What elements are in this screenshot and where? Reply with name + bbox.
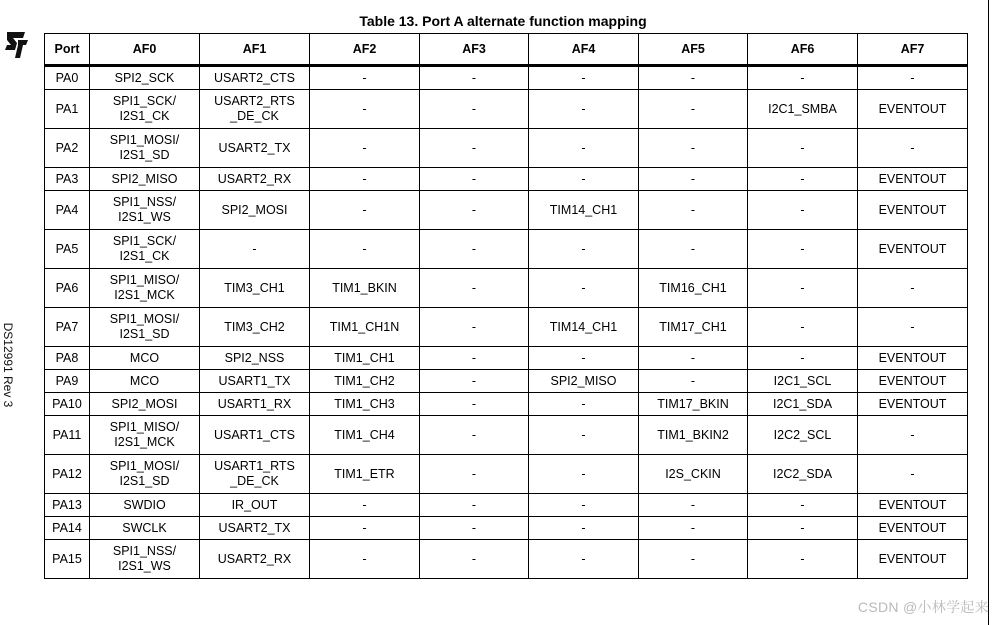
af0-cell: SPI1_SCK/ I2S1_CK [90,230,200,269]
af3-cell: - [420,191,529,230]
af7-cell: - [858,455,968,494]
header-af0: AF0 [90,34,200,66]
af5-cell: TIM16_CH1 [639,269,748,308]
page-margin-rule [988,0,989,625]
af6-cell: - [748,347,858,370]
af4-cell: - [529,168,639,191]
af6-cell: I2C1_SMBA [748,90,858,129]
af3-cell: - [420,370,529,393]
port-cell: PA4 [45,191,90,230]
af6-cell: - [748,168,858,191]
af7-cell: - [858,416,968,455]
af1-cell: TIM3_CH1 [200,269,310,308]
port-cell: PA14 [45,517,90,540]
af3-cell: - [420,269,529,308]
af4-cell: - [529,230,639,269]
header-af5: AF5 [639,34,748,66]
port-cell: PA10 [45,393,90,416]
af1-cell: USART2_RTS _DE_CK [200,90,310,129]
af7-cell: EVENTOUT [858,540,968,579]
af0-cell: SPI2_SCK [90,66,200,90]
af7-cell: - [858,308,968,347]
af7-cell: EVENTOUT [858,494,968,517]
port-cell: PA6 [45,269,90,308]
table-row [45,416,968,455]
af5-cell: - [639,370,748,393]
af3-cell: - [420,230,529,269]
port-cell: PA2 [45,129,90,168]
table-body [45,66,968,579]
af2-cell: - [310,517,420,540]
af3-cell: - [420,308,529,347]
table-row [45,230,968,269]
st-logo-icon [3,26,29,62]
af3-cell: - [420,455,529,494]
port-cell: PA15 [45,540,90,579]
af4-cell: TIM14_CH1 [529,308,639,347]
af7-cell: EVENTOUT [858,370,968,393]
af2-cell: - [310,191,420,230]
table-row [45,191,968,230]
af2-cell: TIM1_CH2 [310,370,420,393]
af1-cell: TIM3_CH2 [200,308,310,347]
af6-cell: - [748,308,858,347]
af0-cell: SPI1_MOSI/ I2S1_SD [90,308,200,347]
af5-cell: - [639,494,748,517]
af1-cell: - [200,230,310,269]
af3-cell: - [420,168,529,191]
header-af3: AF3 [420,34,529,66]
af0-cell: SPI2_MOSI [90,393,200,416]
af3-cell: - [420,540,529,579]
af1-cell: USART1_RX [200,393,310,416]
af7-cell: - [858,66,968,90]
af0-cell: SWDIO [90,494,200,517]
af4-cell: - [529,540,639,579]
af0-cell: SPI2_MISO [90,168,200,191]
table-title: Table 13. Port A alternate function mapping [359,13,647,29]
af3-cell: - [420,494,529,517]
af2-cell: - [310,129,420,168]
af0-cell: MCO [90,370,200,393]
table-row [45,66,968,90]
af3-cell: - [420,129,529,168]
af3-cell: - [420,90,529,129]
af6-cell: - [748,230,858,269]
af0-cell: SPI1_MOSI/ I2S1_SD [90,455,200,494]
af6-cell: - [748,191,858,230]
af1-cell: USART2_RX [200,540,310,579]
af0-cell: SPI1_NSS/ I2S1_WS [90,191,200,230]
af2-cell: - [310,66,420,90]
af7-cell: EVENTOUT [858,517,968,540]
af7-cell: EVENTOUT [858,393,968,416]
port-cell: PA7 [45,308,90,347]
port-cell: PA12 [45,455,90,494]
af7-cell: - [858,129,968,168]
af5-cell: TIM17_CH1 [639,308,748,347]
af1-cell: IR_OUT [200,494,310,517]
af1-cell: USART1_RTS _DE_CK [200,455,310,494]
af4-cell: - [529,494,639,517]
af2-cell: TIM1_CH3 [310,393,420,416]
af2-cell: TIM1_CH1 [310,347,420,370]
port-cell: PA11 [45,416,90,455]
table-row [45,269,968,308]
af0-cell: SWCLK [90,517,200,540]
af4-cell: - [529,66,639,90]
af2-cell: TIM1_CH1N [310,308,420,347]
af6-cell: I2C2_SDA [748,455,858,494]
af2-cell: TIM1_CH4 [310,416,420,455]
table-row [45,308,968,347]
header-port: Port [45,34,90,66]
af5-cell: TIM1_BKIN2 [639,416,748,455]
af1-cell: USART2_CTS [200,66,310,90]
af3-cell: - [420,416,529,455]
af0-cell: SPI1_MOSI/ I2S1_SD [90,129,200,168]
port-cell: PA13 [45,494,90,517]
af7-cell: - [858,269,968,308]
af1-cell: USART1_TX [200,370,310,393]
af5-cell: - [639,129,748,168]
af1-cell: USART1_CTS [200,416,310,455]
af5-cell: - [639,168,748,191]
table-row [45,129,968,168]
document-revision-label: DS12991 Rev 3 [1,322,15,408]
af4-cell: - [529,517,639,540]
af6-cell: - [748,129,858,168]
af4-cell: - [529,455,639,494]
af2-cell: - [310,90,420,129]
table-row [45,347,968,370]
af4-cell: - [529,269,639,308]
af0-cell: SPI1_MISO/ I2S1_MCK [90,269,200,308]
table-row [45,517,968,540]
af1-cell: USART2_RX [200,168,310,191]
af4-cell: - [529,393,639,416]
af5-cell: - [639,90,748,129]
af6-cell: - [748,540,858,579]
header-af1: AF1 [200,34,310,66]
header-af7: AF7 [858,34,968,66]
table-row [45,494,968,517]
table-header-row [45,34,968,66]
af2-cell: - [310,494,420,517]
af7-cell: EVENTOUT [858,191,968,230]
port-cell: PA8 [45,347,90,370]
af6-cell: - [748,494,858,517]
af0-cell: SPI1_SCK/ I2S1_CK [90,90,200,129]
af5-cell: - [639,517,748,540]
af5-cell: - [639,66,748,90]
header-af2: AF2 [310,34,420,66]
af4-cell: - [529,347,639,370]
port-cell: PA3 [45,168,90,191]
watermark: CSDN @小林学起来 [857,599,989,615]
af2-cell: - [310,540,420,579]
af4-cell: - [529,90,639,129]
port-cell: PA5 [45,230,90,269]
af2-cell: TIM1_BKIN [310,269,420,308]
af4-cell: TIM14_CH1 [529,191,639,230]
af5-cell: - [639,191,748,230]
af5-cell: - [639,540,748,579]
af3-cell: - [420,393,529,416]
af7-cell: EVENTOUT [858,168,968,191]
port-a-af-table [44,33,968,579]
af7-cell: EVENTOUT [858,347,968,370]
table-row [45,168,968,191]
af5-cell: I2S_CKIN [639,455,748,494]
af5-cell: - [639,230,748,269]
af0-cell: MCO [90,347,200,370]
af7-cell: EVENTOUT [858,230,968,269]
af2-cell: - [310,168,420,191]
table-row [45,393,968,416]
table-row [45,540,968,579]
af1-cell: USART2_TX [200,129,310,168]
af3-cell: - [420,66,529,90]
af2-cell: TIM1_ETR [310,455,420,494]
af2-cell: - [310,230,420,269]
af1-cell: SPI2_MOSI [200,191,310,230]
af6-cell: - [748,517,858,540]
af6-cell: I2C1_SDA [748,393,858,416]
table-row [45,455,968,494]
af6-cell: I2C2_SCL [748,416,858,455]
af0-cell: SPI1_NSS/ I2S1_WS [90,540,200,579]
af7-cell: EVENTOUT [858,90,968,129]
af1-cell: USART2_TX [200,517,310,540]
af5-cell: TIM17_BKIN [639,393,748,416]
af5-cell: - [639,347,748,370]
table-row [45,370,968,393]
header-af4: AF4 [529,34,639,66]
port-cell: PA9 [45,370,90,393]
table-row [45,90,968,129]
af3-cell: - [420,347,529,370]
header-af6: AF6 [748,34,858,66]
af6-cell: - [748,269,858,308]
af6-cell: I2C1_SCL [748,370,858,393]
af4-cell: - [529,129,639,168]
af6-cell: - [748,66,858,90]
af4-cell: - [529,416,639,455]
af0-cell: SPI1_MISO/ I2S1_MCK [90,416,200,455]
af3-cell: - [420,517,529,540]
af4-cell: SPI2_MISO [529,370,639,393]
port-cell: PA1 [45,90,90,129]
port-cell: PA0 [45,66,90,90]
af1-cell: SPI2_NSS [200,347,310,370]
